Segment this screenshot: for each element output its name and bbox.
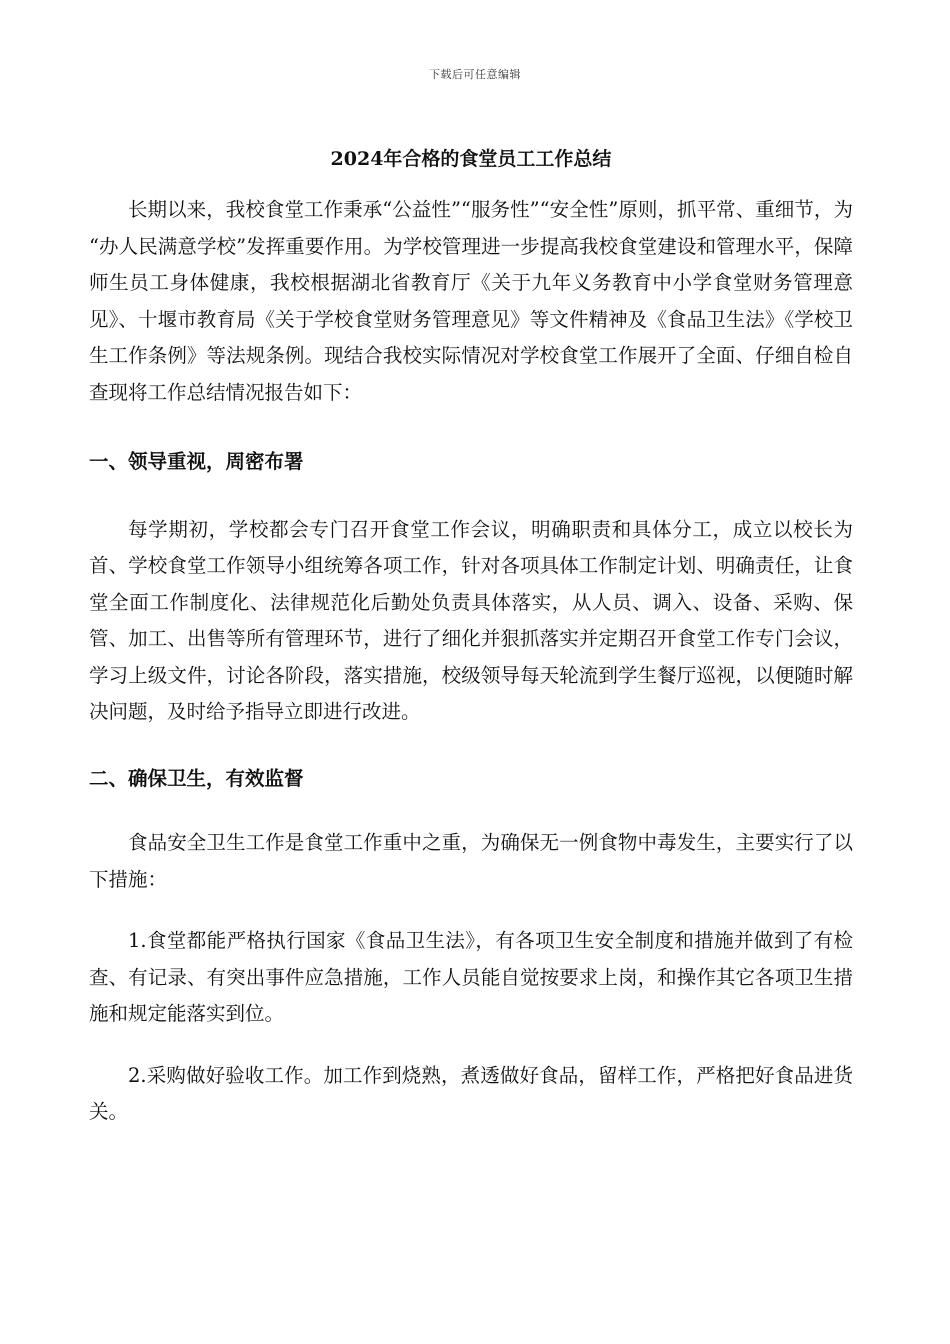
document-body [89, 140, 853, 1131]
list-item-hygiene-1: 1.食堂都能严格执行国家《食品卫生法》，有各项卫生安全制度和措施并做到了有检查、有记录、有突出事件应急措施，工作人员能自觉按要求上岗，和操作其它各项卫生措施和规定能落实到位。 [89, 929, 853, 1025]
section-paragraph-leadership: 每学期初，学校都会专门召开食堂工作会议，明确职责和具体分工，成立以校长为首、学校食堂工作领导小组统筹各项工作，针对各项具体工作制定计划、明确责任，让食堂全面工作制度化、法律规范化后勤处负责具体落实，从人员、调入、设备、采购、保管、加工、出售等所有管理环节，进行了细化并狠抓落实并定期召开食堂工作专门会议，学习上级文件，讨论各阶段，落实措施，校级领导每天轮流到学生餐厅巡视，以便随时解决问题，及时给予指导立即进行改进。 [89, 517, 853, 723]
section-paragraph-hygiene-intro: 食品安全卫生工作是食堂工作重中之重，为确保无一例食物中毒发生，主要实行了以下措施： [89, 831, 853, 891]
document-title: 2024年合格的食堂员工工作总结 [330, 148, 612, 170]
intro-paragraph: 长期以来，我校食堂工作秉承“公益性”“服务性”“安全性”原则，抓平常、重细节，为 “办人民满意学校”发挥重要作用。为学校管理进一步提高我校食堂建设和管理水平，保障师生员工身体健康，我校根据湖北省教育厅《关于九年义务教育中小学食堂财务管理意见》、十堰市教育局《关于学校食堂财务管理意见》等文件精神及《食品卫生法》《学校卫生工作条例》等法规条例。现结合我校实际情况对学校食堂工作展开了全面、仔细自检自查现将工作总结情况报告如下： [89, 198, 853, 404]
list-item-hygiene-2: 2.采购做好验收工作。加工作到烧熟，煮透做好食品，留样工作，严格把好食品进货关。 [89, 1063, 853, 1123]
section-heading-leadership: 一、领导重视，周密布署 [89, 450, 304, 473]
section-heading-hygiene: 二、确保卫生，有效监督 [89, 766, 304, 790]
header-watermark: 下载后可任意编辑 [429, 68, 521, 81]
